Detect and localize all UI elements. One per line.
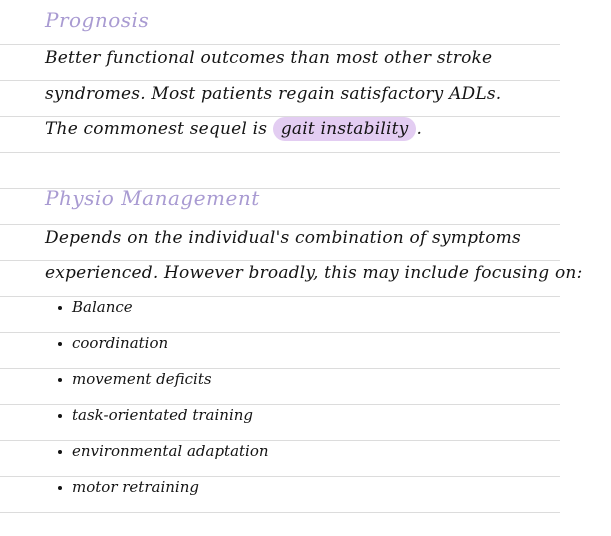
bullet-text: task-orientated training <box>72 406 254 424</box>
ruled-line <box>0 368 560 369</box>
physio-line-2: experienced. However broadly, this may include focusing on: <box>45 263 583 283</box>
bullet-dot <box>58 414 62 418</box>
list-item <box>58 406 253 424</box>
bullet-dot <box>58 378 62 382</box>
ruled-line <box>0 476 560 477</box>
list-item <box>58 370 212 388</box>
ruled-line <box>0 512 560 513</box>
bullet-dot <box>58 306 62 310</box>
ruled-line <box>0 296 560 297</box>
list-item <box>58 478 199 496</box>
ruled-line <box>0 404 560 405</box>
ruled-line <box>0 152 560 153</box>
physio-heading: Physio Management <box>45 186 260 210</box>
bullet-text: motor retraining <box>72 478 199 496</box>
ruled-line <box>0 332 560 333</box>
prognosis-line-1: Better functional outcomes than most other stroke <box>45 48 493 68</box>
bullet-dot <box>58 342 62 346</box>
prognosis-line-2: syndromes. Most patients regain satisfactory ADLs. <box>45 84 502 104</box>
ruled-line <box>0 44 560 45</box>
bullet-text: coordination <box>72 334 169 352</box>
physio-line-1: Depends on the individual's combination of symptoms <box>45 228 521 248</box>
bullet-dot <box>58 486 62 490</box>
prognosis-heading: Prognosis <box>45 8 150 32</box>
prognosis-line-3-suffix: . <box>416 119 423 139</box>
bullet-text: movement deficits <box>72 370 212 388</box>
list-item <box>58 334 168 352</box>
prognosis-line-3-prefix: The commonest sequel is <box>45 119 273 139</box>
prognosis-line-3 <box>45 119 422 139</box>
ruled-line <box>0 440 560 441</box>
list-item <box>58 442 269 460</box>
bullet-dot <box>58 450 62 454</box>
ruled-line <box>0 80 560 81</box>
ruled-line <box>0 260 560 261</box>
list-item <box>58 298 133 316</box>
bullet-text: environmental adaptation <box>72 442 269 460</box>
gait-instability-highlight: gait instability <box>273 117 417 141</box>
ruled-line <box>0 224 560 225</box>
bullet-text: Balance <box>72 298 133 316</box>
